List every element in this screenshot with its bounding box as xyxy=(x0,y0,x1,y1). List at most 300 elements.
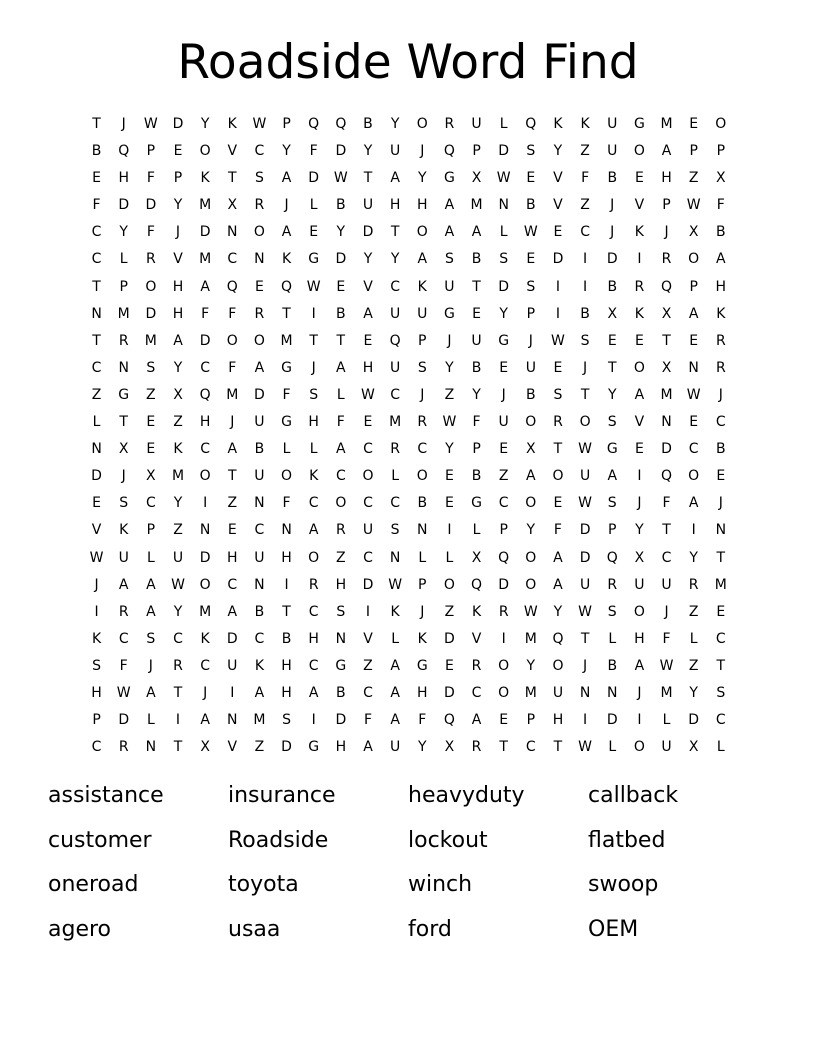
grid-letter: X xyxy=(688,224,699,241)
grid-letter: A xyxy=(336,441,346,458)
grid-letter: O xyxy=(226,332,238,349)
grid-letter: O xyxy=(253,332,265,349)
grid-letter: N xyxy=(254,495,265,512)
grid-letter: K xyxy=(227,116,237,132)
grid-letter: L xyxy=(445,549,454,566)
grid-letter: L xyxy=(92,414,101,431)
grid-letter: J xyxy=(583,359,588,376)
grid-letter: F xyxy=(119,657,128,674)
grid-letter: F xyxy=(716,197,725,214)
grid-letter: Q xyxy=(552,630,564,647)
grid-letter: A xyxy=(688,495,699,512)
grid-letter: W xyxy=(116,684,131,701)
grid-letter: Q xyxy=(226,278,238,295)
grid-letter: A xyxy=(227,441,238,458)
grid-letter: Z xyxy=(688,603,699,620)
grid-letter: O xyxy=(633,359,645,376)
grid-letter: C xyxy=(227,251,238,268)
grid-letter: A xyxy=(227,603,238,620)
grid-letter: P xyxy=(282,116,291,132)
grid-letter: K xyxy=(417,278,427,295)
grid-letter: E xyxy=(634,170,644,187)
grid-letter: W xyxy=(523,603,538,620)
grid-letter: I xyxy=(583,278,588,295)
letter-grid xyxy=(83,113,734,763)
grid-letter: C xyxy=(91,224,102,241)
grid-letter: L xyxy=(146,549,155,566)
grid-letter: X xyxy=(173,386,183,403)
grid-letter: U xyxy=(254,468,265,485)
grid-letter: M xyxy=(226,386,239,403)
grid-letter: T xyxy=(309,332,318,349)
grid-letter: B xyxy=(526,197,536,214)
grid-letter: Y xyxy=(445,441,454,458)
grid-letter: C xyxy=(661,549,672,566)
word-list-item: agero xyxy=(48,916,112,942)
grid-letter: R xyxy=(417,414,428,431)
grid-letter: C xyxy=(335,468,346,485)
grid-letter: A xyxy=(146,576,156,593)
grid-letter: E xyxy=(472,305,481,322)
grid-letter: T xyxy=(173,684,183,701)
grid-letter: C xyxy=(200,359,211,376)
grid-letter: J xyxy=(94,576,99,593)
grid-letter: L xyxy=(282,441,291,458)
grid-letter: M xyxy=(117,305,130,322)
grid-letter: I xyxy=(501,630,506,647)
grid-letter: C xyxy=(173,630,183,647)
grid-letter: J xyxy=(637,684,642,701)
grid-letter: T xyxy=(662,522,671,539)
grid-letter: C xyxy=(118,630,129,647)
grid-letter: O xyxy=(715,116,727,132)
grid-letter: E xyxy=(444,468,454,485)
grid-letter: C xyxy=(227,576,238,593)
grid-letter: S xyxy=(607,603,617,620)
grid-letter: S xyxy=(390,522,400,539)
grid-letter: T xyxy=(553,441,563,458)
grid-letter: R xyxy=(118,603,129,620)
grid-letter: E xyxy=(92,495,101,512)
grid-letter: U xyxy=(254,414,265,431)
grid-letter: O xyxy=(633,603,645,620)
grid-letter: S xyxy=(119,495,129,512)
grid-letter: L xyxy=(119,251,128,268)
grid-letter: K xyxy=(200,170,210,187)
grid-letter: I xyxy=(637,251,642,268)
grid-letter: K xyxy=(91,630,102,647)
grid-letter: T xyxy=(716,549,726,566)
grid-letter: Y xyxy=(472,386,481,403)
grid-letter: K xyxy=(281,251,292,268)
word-list-item: Roadside xyxy=(228,827,329,853)
grid-letter: E xyxy=(553,224,563,241)
grid-letter: F xyxy=(581,170,590,187)
grid-letter: A xyxy=(254,684,265,701)
word-list-item: OEM xyxy=(588,916,639,942)
grid-letter: U xyxy=(579,468,591,485)
grid-letter: Y xyxy=(445,359,454,376)
grid-letter: V xyxy=(634,414,645,431)
grid-letter: O xyxy=(688,468,700,485)
grid-letter: C xyxy=(91,251,102,268)
grid-letter: G xyxy=(416,657,428,674)
grid-letter: K xyxy=(200,630,210,647)
grid-letter: D xyxy=(281,739,292,756)
grid-letter: I xyxy=(447,522,452,539)
grid-letter: J xyxy=(175,224,181,241)
grid-letter: T xyxy=(92,332,101,349)
grid-letter: Q xyxy=(525,116,537,132)
grid-letter: E xyxy=(689,332,699,349)
grid-letter: D xyxy=(254,386,265,403)
grid-letter: U xyxy=(525,359,536,376)
grid-letter: B xyxy=(336,197,346,214)
grid-letter: X xyxy=(661,359,672,376)
grid-letter: D xyxy=(498,576,510,593)
word-list-item: oneroad xyxy=(48,872,139,897)
grid-letter: R xyxy=(390,441,400,458)
grid-letter: R xyxy=(471,739,482,756)
grid-letter: L xyxy=(716,739,725,756)
grid-letter: U xyxy=(389,359,401,376)
grid-letter: T xyxy=(92,278,101,295)
grid-letter: O xyxy=(525,414,537,431)
grid-letter: D xyxy=(606,251,618,268)
grid-letter: J xyxy=(610,197,615,214)
grid-letter: M xyxy=(253,712,266,729)
grid-letter: J xyxy=(501,386,506,403)
grid-letter: F xyxy=(228,305,237,322)
grid-letter: G xyxy=(308,251,320,268)
grid-letter: Y xyxy=(200,116,210,132)
grid-letter: I xyxy=(583,712,588,729)
grid-letter: U xyxy=(607,116,618,132)
grid-letter: E xyxy=(309,224,319,241)
grid-letter: F xyxy=(92,197,101,214)
grid-letter: O xyxy=(525,495,537,512)
grid-letter: M xyxy=(280,332,293,349)
grid-letter: J xyxy=(528,332,533,349)
grid-letter: D xyxy=(335,143,347,160)
grid-letter: W xyxy=(388,576,403,593)
grid-letter: E xyxy=(254,278,264,295)
grid-letter: W xyxy=(551,332,565,349)
grid-letter: T xyxy=(119,414,128,431)
grid-letter: T xyxy=(662,332,671,349)
grid-letter: G xyxy=(118,386,130,403)
grid-letter: F xyxy=(282,495,291,512)
grid-letter: C xyxy=(254,630,265,647)
grid-letter: Q xyxy=(443,712,455,729)
grid-letter: B xyxy=(607,170,618,187)
grid-letter: C xyxy=(715,414,726,431)
grid-letter: C xyxy=(254,522,265,539)
grid-letter: Z xyxy=(688,657,699,674)
grid-letter: Y xyxy=(119,224,128,241)
grid-letter: N xyxy=(118,359,129,376)
grid-letter: V xyxy=(553,170,563,187)
grid-letter: U xyxy=(661,739,672,756)
grid-letter: U xyxy=(471,332,482,349)
grid-letter: I xyxy=(203,495,208,512)
grid-letter: L xyxy=(391,468,400,485)
grid-letter: A xyxy=(471,224,482,241)
grid-letter: F xyxy=(472,414,481,431)
grid-letter: J xyxy=(121,468,126,485)
grid-letter: L xyxy=(418,549,427,566)
grid-letter: N xyxy=(199,522,211,539)
grid-letter: F xyxy=(146,224,155,241)
grid-letter: C xyxy=(390,495,400,512)
grid-letter: R xyxy=(254,197,265,214)
grid-letter: C xyxy=(363,549,373,566)
grid-letter: H xyxy=(715,278,727,295)
grid-letter: Q xyxy=(661,278,673,295)
grid-letter: C xyxy=(363,684,373,701)
grid-letter: N xyxy=(688,359,699,376)
grid-letter: X xyxy=(634,549,645,566)
grid-letter: E xyxy=(146,441,156,458)
grid-letter: X xyxy=(200,739,210,756)
grid-letter: H xyxy=(335,576,347,593)
grid-letter: R xyxy=(118,739,129,756)
grid-letter: W xyxy=(143,116,158,132)
grid-letter: U xyxy=(471,116,482,132)
grid-letter: L xyxy=(608,630,617,647)
grid-letter: Q xyxy=(199,386,211,403)
grid-letter: K xyxy=(309,468,319,485)
grid-letter: T xyxy=(173,739,183,756)
grid-letter: T xyxy=(580,630,590,647)
grid-letter: C xyxy=(363,495,373,512)
grid-letter: Q xyxy=(308,116,320,132)
grid-letter: R xyxy=(444,116,455,132)
grid-letter: M xyxy=(144,332,157,349)
grid-letter: S xyxy=(146,359,156,376)
grid-letter: O xyxy=(416,224,428,241)
word-list-item: callback xyxy=(588,783,679,808)
page-title: Roadside Word Find xyxy=(177,35,639,90)
grid-letter: I xyxy=(637,468,642,485)
grid-letter: A xyxy=(634,386,645,403)
grid-letter: D xyxy=(118,197,130,214)
grid-letter: K xyxy=(471,603,482,620)
grid-letter: P xyxy=(662,197,671,214)
grid-letter: N xyxy=(579,684,591,701)
grid-letter: U xyxy=(579,576,591,593)
grid-letter: X xyxy=(526,441,536,458)
grid-letter: E xyxy=(444,495,454,512)
grid-letter: S xyxy=(254,170,264,187)
grid-letter: W xyxy=(578,441,593,458)
grid-letter: F xyxy=(336,414,345,431)
grid-letter: A xyxy=(390,684,400,701)
grid-letter: Q xyxy=(389,332,401,349)
grid-letter: D xyxy=(498,278,510,295)
grid-letter: K xyxy=(634,224,644,241)
grid-letter: O xyxy=(633,143,645,160)
grid-letter: C xyxy=(498,495,509,512)
grid-letter: W xyxy=(252,116,267,132)
grid-letter: B xyxy=(281,630,292,647)
grid-letter: G xyxy=(308,739,320,756)
grid-letter: E xyxy=(716,468,726,485)
grid-letter: K xyxy=(390,603,400,620)
grid-letter: P xyxy=(119,278,128,295)
grid-letter: U xyxy=(227,657,238,674)
grid-letter: O xyxy=(335,495,347,512)
grid-letter: W xyxy=(523,224,538,241)
grid-letter: R xyxy=(715,359,726,376)
grid-letter: F xyxy=(553,522,562,539)
grid-letter: B xyxy=(363,116,373,132)
grid-letter: J xyxy=(311,359,316,376)
grid-letter: W xyxy=(686,386,701,403)
grid-letter: E xyxy=(173,143,183,160)
grid-letter: U xyxy=(118,549,129,566)
grid-letter: I xyxy=(691,522,696,539)
grid-letter: O xyxy=(498,684,510,701)
grid-letter: U xyxy=(254,549,265,566)
grid-letter: Q xyxy=(118,143,130,160)
grid-letter: G xyxy=(443,170,455,187)
grid-letter: D xyxy=(606,712,618,729)
grid-letter: W xyxy=(578,739,593,756)
grid-letter: E xyxy=(227,522,237,539)
grid-letter: P xyxy=(146,143,156,160)
grid-letter: V xyxy=(363,278,373,295)
grid-letter: D xyxy=(308,170,320,187)
grid-letter: I xyxy=(230,684,235,701)
grid-letter: W xyxy=(89,549,104,566)
grid-letter: C xyxy=(308,495,319,512)
grid-letter: B xyxy=(607,657,618,674)
grid-letter: O xyxy=(199,143,211,160)
grid-letter: A xyxy=(254,359,265,376)
grid-letter: B xyxy=(580,305,590,322)
grid-letter: F xyxy=(282,386,291,403)
grid-letter: H xyxy=(199,414,211,431)
grid-letter: X xyxy=(661,305,672,322)
grid-letter: N xyxy=(254,251,265,268)
grid-letter: Y xyxy=(282,143,291,160)
word-list-item: usaa xyxy=(228,916,281,942)
grid-letter: W xyxy=(686,197,701,214)
grid-letter: Z xyxy=(444,603,455,620)
grid-letter: L xyxy=(146,712,155,729)
grid-letter: K xyxy=(417,630,427,647)
grid-letter: Y xyxy=(173,359,183,376)
grid-letter: H xyxy=(118,170,129,187)
grid-letter: J xyxy=(121,116,126,132)
grid-letter: S xyxy=(282,712,291,729)
grid-letter: E xyxy=(689,414,699,431)
grid-letter: Y xyxy=(499,305,508,322)
grid-letter: A xyxy=(553,549,563,566)
grid-letter: U xyxy=(389,305,401,322)
grid-letter: O xyxy=(416,468,428,485)
grid-letter: D xyxy=(335,251,347,268)
grid-letter: A xyxy=(200,712,210,729)
grid-letter: K xyxy=(580,116,590,132)
grid-letter: W xyxy=(578,603,593,620)
grid-letter: R xyxy=(471,657,482,674)
grid-letter: C xyxy=(525,739,536,756)
grid-letter: E xyxy=(526,170,536,187)
grid-letter: T xyxy=(363,170,373,187)
grid-letter: N xyxy=(607,684,618,701)
grid-letter: D xyxy=(199,332,211,349)
grid-letter: E xyxy=(526,251,536,268)
grid-letter: E xyxy=(363,414,373,431)
grid-letter: X xyxy=(471,170,482,187)
grid-letter: C xyxy=(91,359,102,376)
grid-letter: A xyxy=(390,170,400,187)
word-list xyxy=(48,780,768,958)
grid-letter: X xyxy=(607,305,618,322)
grid-letter: H xyxy=(227,549,238,566)
grid-letter: H xyxy=(335,739,347,756)
grid-letter: D xyxy=(579,549,591,566)
grid-letter: J xyxy=(420,386,425,403)
grid-letter: Z xyxy=(254,739,265,756)
grid-letter: G xyxy=(281,359,292,376)
grid-letter: J xyxy=(718,386,723,403)
grid-letter: P xyxy=(716,143,726,160)
grid-letter: U xyxy=(389,739,401,756)
grid-letter: Q xyxy=(281,278,293,295)
grid-letter: N xyxy=(661,414,672,431)
grid-letter: T xyxy=(282,603,291,620)
grid-letter: U xyxy=(172,549,184,566)
grid-letter: M xyxy=(199,197,212,214)
grid-letter: G xyxy=(335,657,347,674)
grid-letter: Y xyxy=(390,251,400,268)
grid-letter: S xyxy=(526,143,536,160)
word-list-item: lockout xyxy=(408,827,488,853)
word-list-item: winch xyxy=(408,872,473,897)
grid-letter: N xyxy=(254,576,265,593)
grid-letter: F xyxy=(418,712,427,729)
grid-letter: C xyxy=(308,657,319,674)
grid-letter: M xyxy=(199,251,212,268)
grid-letter: H xyxy=(661,170,672,187)
word-list-item: insurance xyxy=(228,783,336,808)
grid-letter: P xyxy=(146,522,156,539)
grid-letter: M xyxy=(389,414,402,431)
grid-letter: Y xyxy=(390,116,400,132)
grid-letter: V xyxy=(91,522,102,539)
grid-letter: L xyxy=(309,197,318,214)
grid-letter: O xyxy=(552,657,564,674)
grid-letter: I xyxy=(637,712,642,729)
grid-letter: H xyxy=(281,684,292,701)
grid-letter: B xyxy=(716,441,726,458)
grid-letter: Y xyxy=(363,251,373,268)
grid-letter: Y xyxy=(417,170,427,187)
grid-letter: C xyxy=(688,441,699,458)
grid-letter: A xyxy=(553,576,563,593)
grid-letter: H xyxy=(634,630,645,647)
grid-letter: A xyxy=(308,522,319,539)
grid-letter: L xyxy=(689,630,698,647)
grid-letter: O xyxy=(199,468,211,485)
grid-letter: R xyxy=(553,414,563,431)
grid-letter: G xyxy=(281,414,292,431)
grid-letter: J xyxy=(420,143,425,160)
grid-letter: W xyxy=(578,495,593,512)
